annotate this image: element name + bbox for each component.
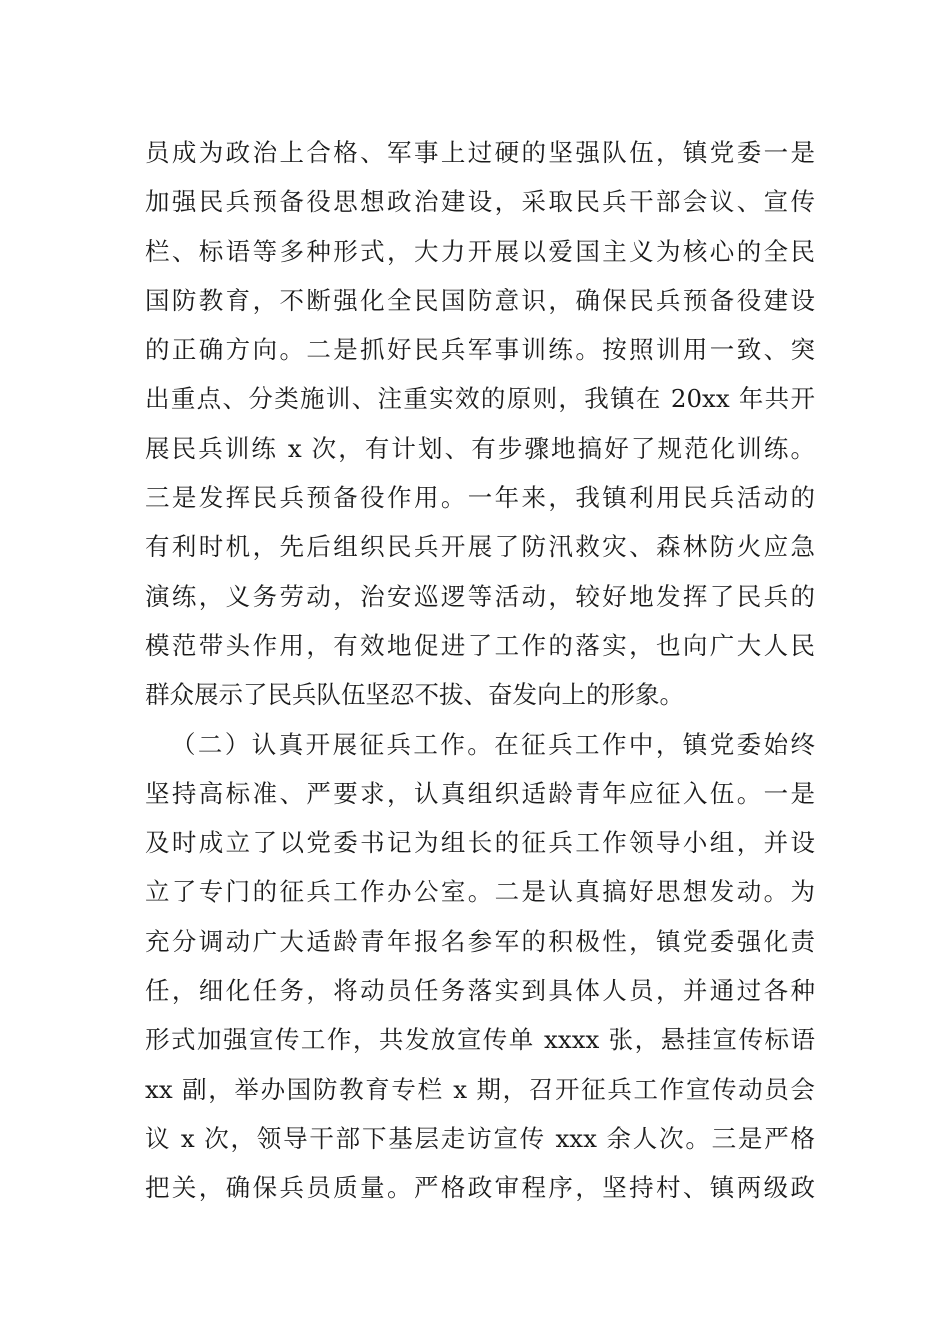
text-line: 国防教育，不断强化全民国防意识，确保民兵预备役建设	[145, 285, 815, 315]
text-line: 有利时机，先后组织民兵开展了防汛救灾、森林防火应急	[145, 532, 815, 562]
text-line: 的正确方向。二是抓好民兵军事训练。按照训用一致、突	[145, 335, 815, 365]
text-line: 员成为政治上合格、军事上过硬的坚强队伍，镇党委一是	[145, 138, 815, 167]
section-heading-line: （二）认真开展征兵工作。在征兵工作中，镇党委始终	[171, 729, 815, 759]
text-line: 出重点、分类施训、注重实效的原则，我镇在 20xx 年共开	[145, 384, 815, 414]
text-line: 立了专门的征兵工作办公室。二是认真搞好思想发动。为	[145, 877, 815, 907]
paragraph-end-line: 群众展示了民兵队伍坚忍不拔、奋发向上的形象。	[145, 680, 684, 710]
text-line: 把关，确保兵员质量。严格政审程序，坚持村、镇两级政	[145, 1173, 815, 1203]
text-line: 议 x 次，领导干部下基层走访宣传 xxx 余人次。三是严格	[145, 1123, 815, 1153]
text-line: 模范带头作用，有效地促进了工作的落实，也向广大人民	[145, 630, 815, 660]
text-line: 栏、标语等多种形式，大力开展以爱国主义为核心的全民	[145, 236, 815, 266]
text-line: 任，细化任务，将动员任务落实到具体人员，并通过各种	[145, 976, 815, 1006]
text-line: 三是发挥民兵预备役作用。一年来，我镇利用民兵活动的	[145, 483, 815, 513]
text-line: 演练，义务劳动，治安巡逻等活动，较好地发挥了民兵的	[145, 581, 815, 611]
text-line: 加强民兵预备役思想政治建设，采取民兵干部会议、宣传	[145, 187, 815, 217]
text-line: xx 副，举办国防教育专栏 x 期，召开征兵工作宣传动员会	[145, 1074, 815, 1104]
text-line: 充分调动广大适龄青年报名参军的积极性，镇党委强化责	[145, 926, 815, 956]
text-line: 形式加强宣传工作，共发放宣传单 xxxx 张，悬挂宣传标语	[145, 1025, 815, 1055]
text-line: 展民兵训练 x 次，有计划、有步骤地搞好了规范化训练。	[145, 433, 815, 463]
text-line: 坚持高标准、严要求，认真组织适龄青年应征入伍。一是	[145, 778, 815, 808]
text-line: 及时成立了以党委书记为组长的征兵工作领导小组，并设	[145, 828, 815, 858]
body-text	[145, 128, 815, 1213]
